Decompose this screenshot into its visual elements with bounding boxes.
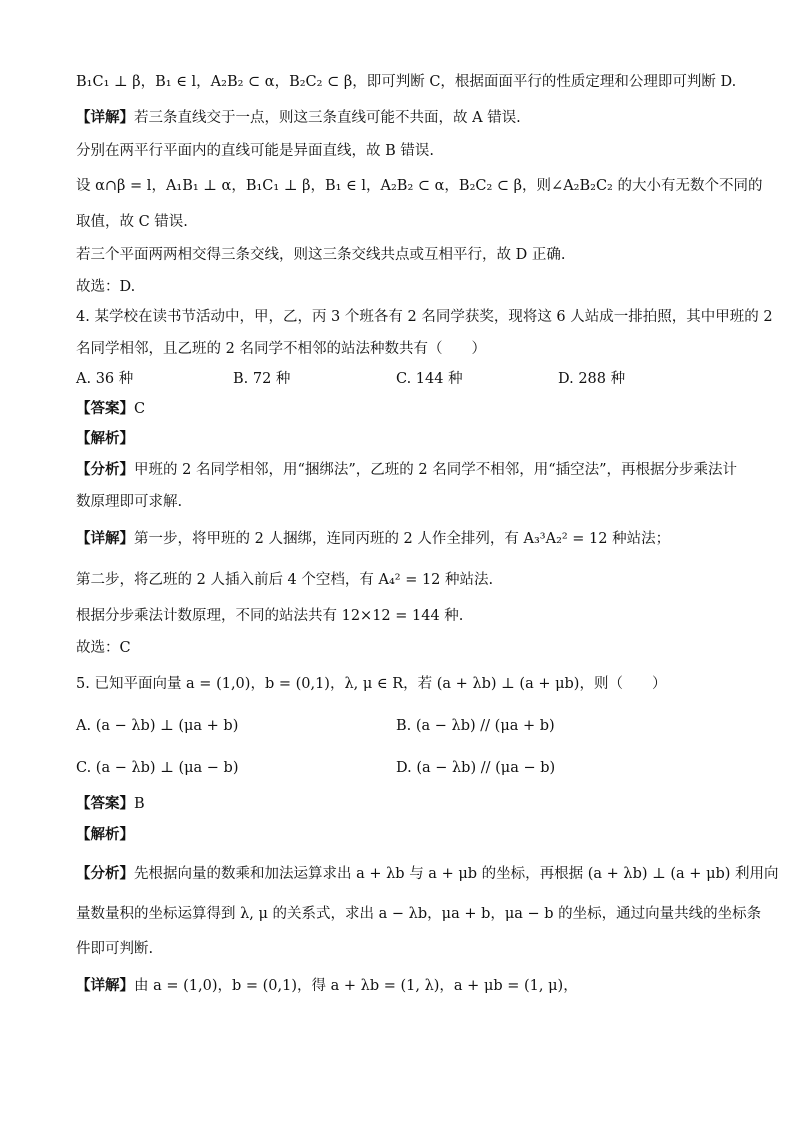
analysis-4-line xyxy=(76,429,734,449)
fenxi-text: 甲班的 2 名同学相邻，用“捆绑法”，乙班的 2 名同学不相邻，用“插空法”，再根据分步乘法计 xyxy=(134,462,738,478)
fenxi-4-line-2: 数原理即可求解. xyxy=(76,494,183,510)
fenxi-tag: 【分析】 xyxy=(76,461,134,478)
detail-tag: 【详解】 xyxy=(76,977,134,994)
answer-tag: 【答案】 xyxy=(76,795,134,812)
detail-line xyxy=(76,108,734,128)
q5-option-c: C. (a − λb) ⊥ (μa − b) xyxy=(76,760,239,776)
xiangjie-4-line-1 xyxy=(76,529,734,549)
q5-option-b: B. (a − λb) // (μa + b) xyxy=(396,718,555,734)
q5-option-d: D. (a − λb) // (μa − b) xyxy=(396,760,556,776)
xiangjie-4-line-2: 第二步，将乙班的 2 人插入前后 4 个空档，有 A₄² = 12 种站法. xyxy=(76,572,494,588)
fenxi-5-line-2: 量数量积的坐标运算得到 λ, μ 的关系式，求出 a − λb，μa + b，μa − b 的坐标，通过向量共线的坐标条 xyxy=(76,906,762,922)
text-line: 故选：D. xyxy=(76,279,136,295)
answer-5-line xyxy=(76,794,734,814)
q4-option-c: C. 144 种 xyxy=(396,371,463,387)
q5-option-a: A. (a − λb) ⊥ (μa + b) xyxy=(76,718,239,734)
question-4-line-2: 名同学相邻，且乙班的 2 名同学不相邻的站法种数共有（ ） xyxy=(76,341,486,357)
fenxi-4-line-1 xyxy=(76,460,738,480)
analysis-5-line xyxy=(76,825,734,845)
text-line: 取值，故 C 错误. xyxy=(76,214,188,230)
q4-option-d: D. 288 种 xyxy=(558,371,626,387)
answer-4-line xyxy=(76,399,734,419)
answer-tag: 【答案】 xyxy=(76,400,134,417)
fenxi-text: 先根据向量的数乘和加法运算求出 a + λb 与 a + μb 的坐标，再根据 (a + λb) ⊥ (a + μb) 利用向 xyxy=(134,866,779,882)
fenxi-tag: 【分析】 xyxy=(76,865,134,882)
xiangjie-4-line-3: 根据分步乘法计数原理，不同的站法共有 12×12 = 144 种. xyxy=(76,608,464,624)
q4-option-a: A. 36 种 xyxy=(76,371,134,387)
question-4-line-1: 4. 某学校在读书节活动中，甲，乙，丙 3 个班各有 2 名同学获奖，现将这 6 人站成一排拍照，其中甲班的 2 xyxy=(76,309,773,325)
detail-tag: 【详解】 xyxy=(76,530,134,547)
answer-value: B xyxy=(134,796,145,812)
detail-text: 由 a = (1,0)，b = (0,1)，得 a + λb = (1, λ)，a + μb = (1, μ)， xyxy=(134,978,578,994)
q4-option-b: B. 72 种 xyxy=(233,371,291,387)
detail-text: 若三条直线交于一点，则这三条直线可能不共面，故 A 错误. xyxy=(134,110,521,126)
question-5-line: 5. 已知平面向量 a = (1,0)，b = (0,1)，λ, μ ∈ R，若 (a + λb) ⊥ (a + μb)，则（ ） xyxy=(76,676,667,692)
fenxi-5-line-3: 件即可判断. xyxy=(76,941,154,957)
answer-value: C xyxy=(134,401,146,417)
text-line: B₁C₁ ⊥ β，B₁ ∈ l，A₂B₂ ⊂ α，B₂C₂ ⊂ β，即可判断 C，根据面面平行的性质定理和公理即可判断 D. xyxy=(76,74,737,90)
detail-text: 第一步，将甲班的 2 人捆绑，连同丙班的 2 人作全排列，有 A₃³A₂² = 12 种站法； xyxy=(134,531,671,547)
text-line: 设 α∩β = l，A₁B₁ ⊥ α，B₁C₁ ⊥ β，B₁ ∈ l，A₂B₂ ⊂ α，B₂C₂ ⊂ β，则∠A₂B₂C₂ 的大小有无数个不同的 xyxy=(76,178,763,194)
xiangjie-4-line-4: 故选：C xyxy=(76,640,131,656)
detail-tag: 【详解】 xyxy=(76,109,134,126)
fenxi-5-line-1 xyxy=(76,864,779,884)
text-line: 若三个平面两两相交得三条交线，则这三条交线共点或互相平行，故 D 正确. xyxy=(76,247,566,263)
analysis-tag: 【解析】 xyxy=(76,430,134,447)
xiangjie-5-line-1 xyxy=(76,976,734,996)
analysis-tag: 【解析】 xyxy=(76,826,134,843)
text-line: 分别在两平行平面内的直线可能是异面直线，故 B 错误. xyxy=(76,143,434,159)
